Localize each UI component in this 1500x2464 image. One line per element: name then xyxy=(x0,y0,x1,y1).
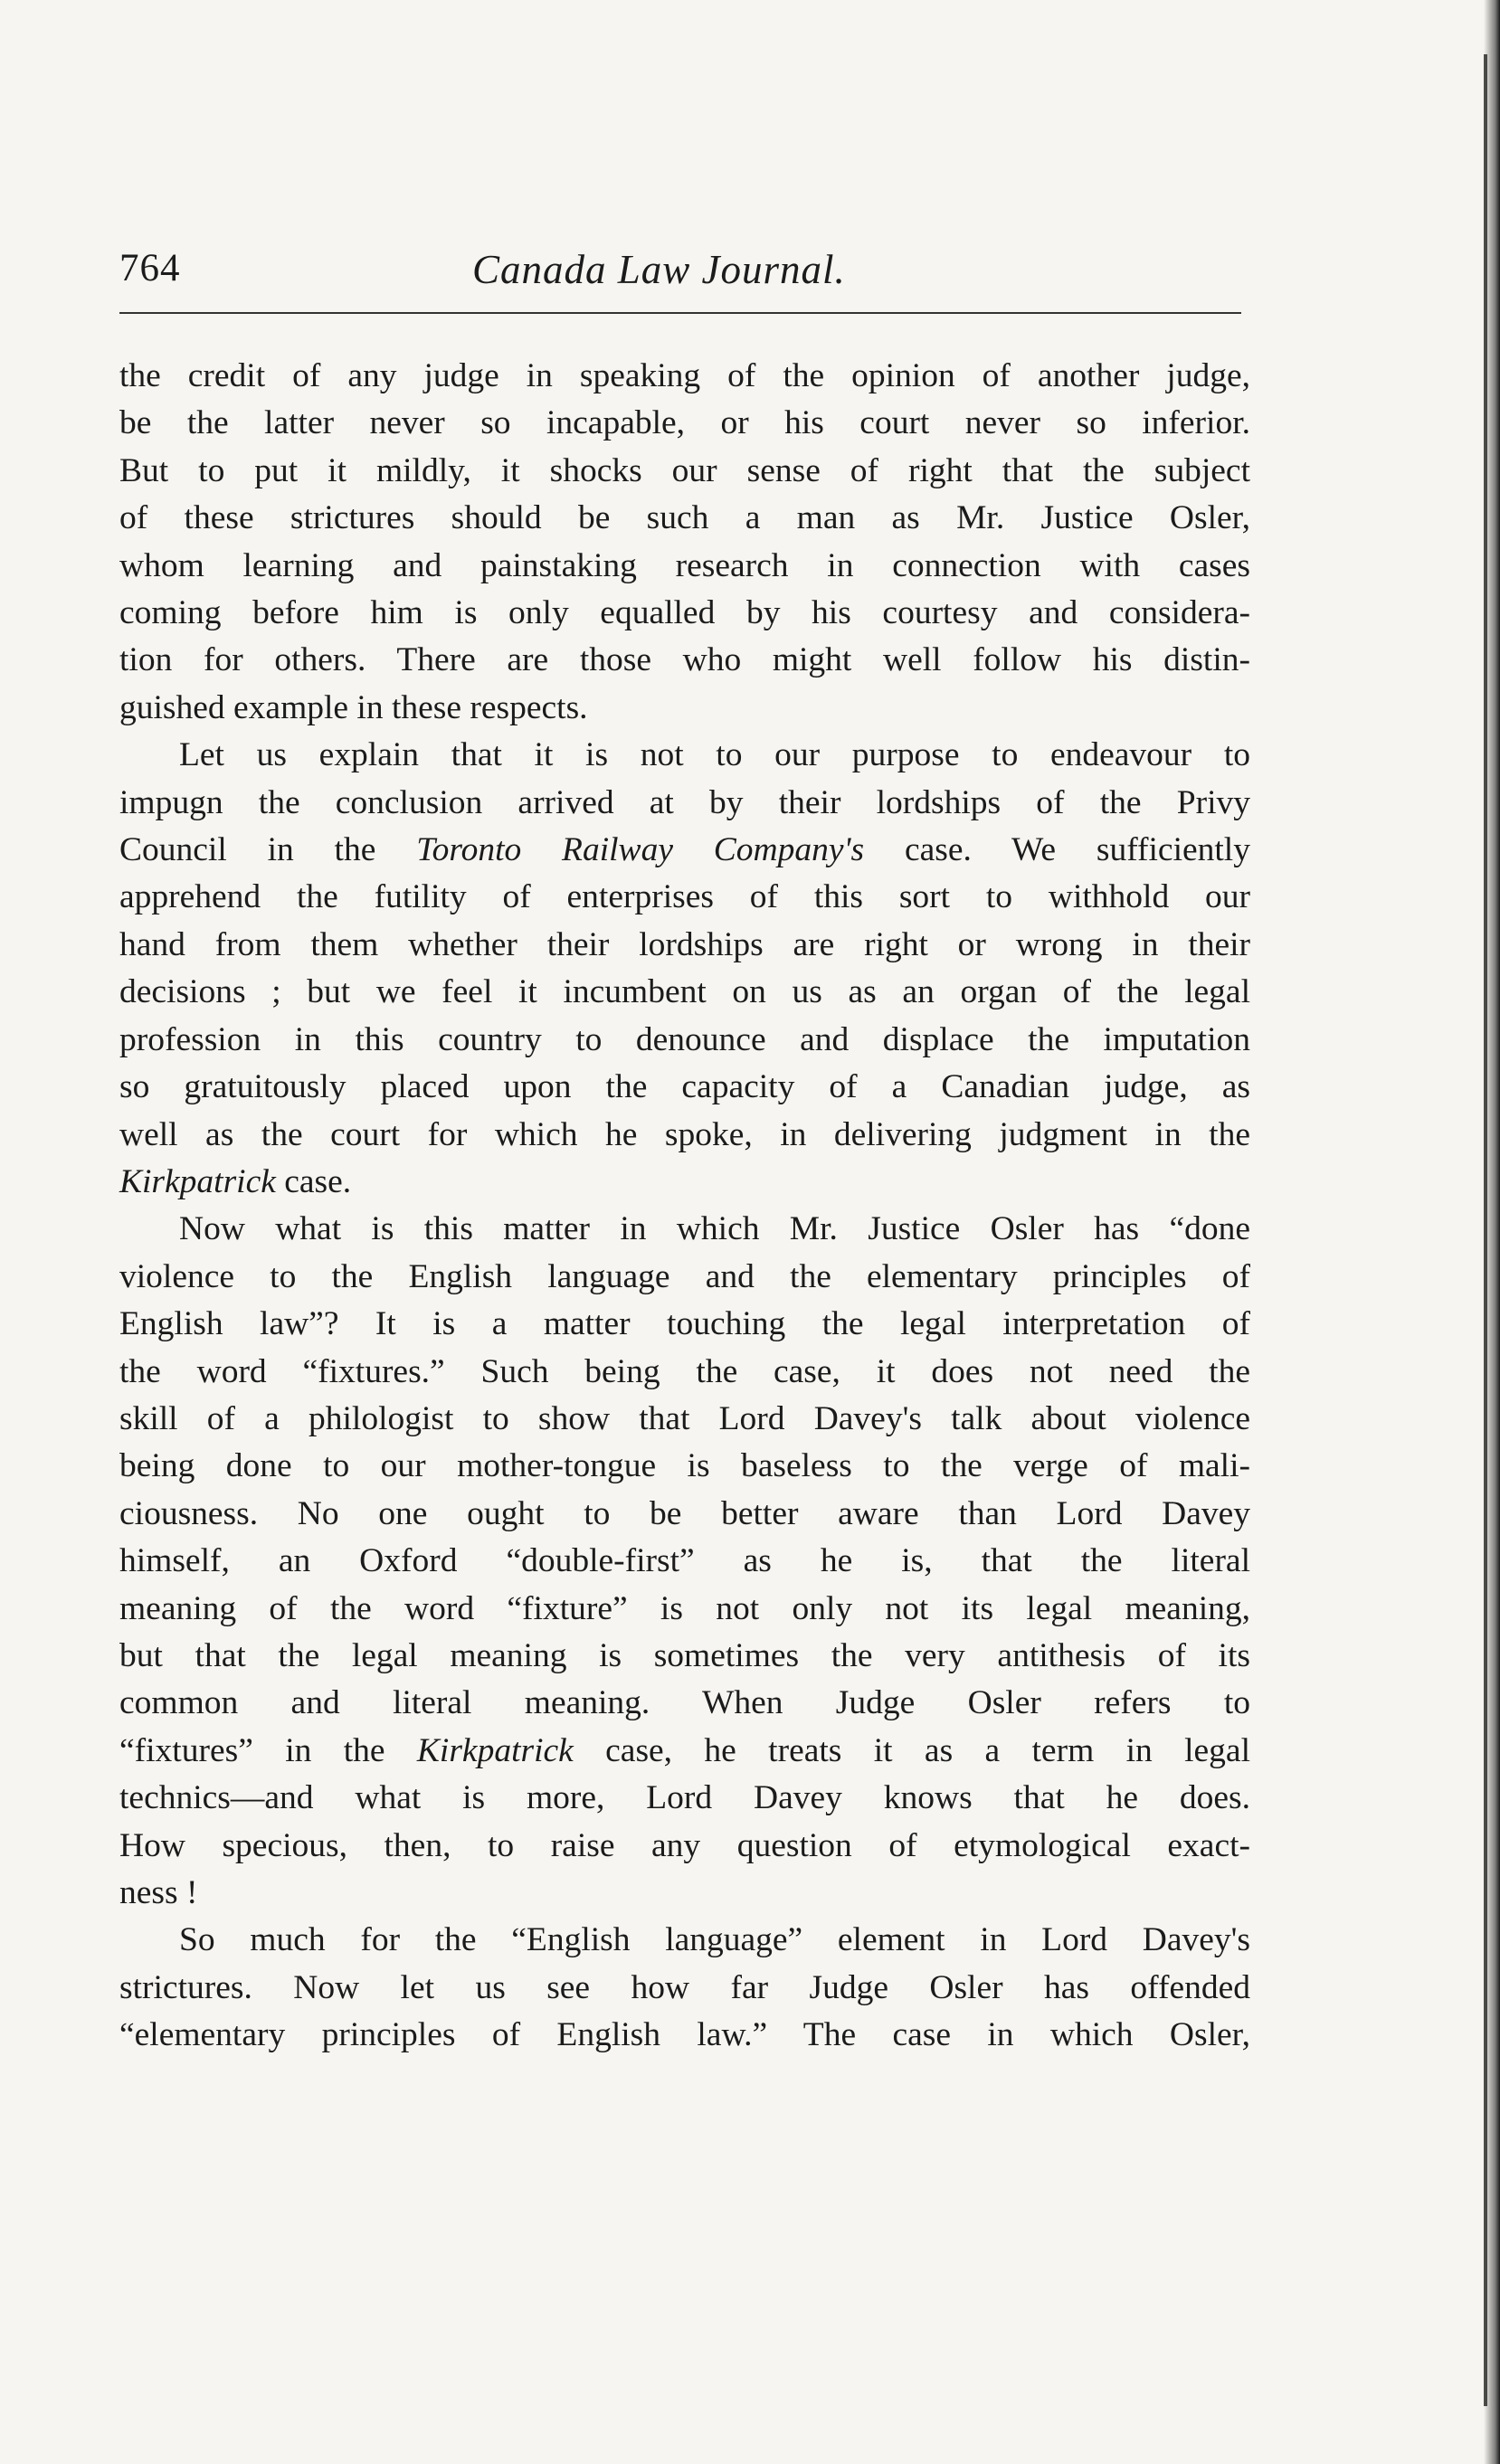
running-header xyxy=(119,246,1241,300)
page-number: 764 xyxy=(119,247,181,289)
text-line: skill of a philologist to show that Lord Davey's talk about violence xyxy=(119,1399,1250,1437)
text-line: himself, an Oxford “double-first” as he is, that the literal xyxy=(119,1542,1250,1580)
text-line: hand from them whether their lordships are right or wrong in their xyxy=(119,925,1250,963)
text-line: How specious, then, to raise any question of etymological exact- xyxy=(119,1826,1250,1864)
text-line: meaning of the word “fixture” is not only not its legal meaning, xyxy=(119,1589,1250,1627)
text-line: guished example in these respects. xyxy=(119,688,588,726)
text-line: English law”? It is a matter touching the legal interpretation of xyxy=(119,1305,1250,1343)
case-name-italic: Toronto Railway Company's xyxy=(416,831,865,869)
text-line: “elementary principles of English law.” The case in which Osler, xyxy=(119,2016,1250,2054)
text-line: “fixtures” in the Kirkpatrick case, he treats it as a term in legal xyxy=(119,1731,1250,1769)
text-line: strictures. Now let us see how far Judge Osler has offended xyxy=(119,1968,1250,2006)
text-line: violence to the English language and the elementary principles of xyxy=(119,1257,1250,1295)
text-line: impugn the conclusion arrived at by their lordships of the Privy xyxy=(119,783,1250,821)
text-line: Let us explain that it is not to our purpose to endeavour to xyxy=(179,736,1250,774)
case-name-italic: Kirkpatrick xyxy=(119,1162,276,1200)
text-line: coming before him is only equalled by his courtesy and considera- xyxy=(119,594,1250,632)
text-line: decisions ; but we feel it incumbent on us as an organ of the legal xyxy=(119,973,1250,1011)
text-line: but that the legal meaning is sometimes the very antithesis of its xyxy=(119,1636,1250,1674)
text-line: be the latter never so incapable, or his court never so inferior. xyxy=(119,404,1250,442)
body-text xyxy=(119,353,1250,2060)
text-line: apprehend the futility of enterprises of this sort to withhold our xyxy=(119,878,1250,916)
text-line: whom learning and painstaking research in connection with cases xyxy=(119,546,1250,584)
text-line: the word “fixtures.” Such being the case, it does not need the xyxy=(119,1352,1250,1390)
text-line: ciousness. No one ought to be better aware than Lord Davey xyxy=(119,1494,1250,1532)
text-line: But to put it mildly, it shocks our sense of right that the subject xyxy=(119,451,1250,489)
text-line: the credit of any judge in speaking of the opinion of another judge, xyxy=(119,357,1250,394)
text-line: profession in this country to denounce and displace the imputation xyxy=(119,1020,1250,1058)
case-name-italic: Kirkpatrick xyxy=(416,1731,574,1769)
text-line: being done to our mother-tongue is baseless to the verge of mali- xyxy=(119,1447,1250,1485)
text-line: so gratuitously placed upon the capacity of a Canadian judge, as xyxy=(119,1068,1250,1106)
text-line: ness ! xyxy=(119,1874,198,1911)
text-line: technics—and what is more, Lord Davey knows that he does. xyxy=(119,1779,1250,1817)
page-edge-line xyxy=(1484,54,1487,2406)
text-line: Council in the Toronto Railway Company's case. We sufficiently xyxy=(119,831,1250,869)
text-line: of these strictures should be such a man as Mr. Justice Osler, xyxy=(119,499,1250,537)
text-line: Now what is this matter in which Mr. Justice Osler has “done xyxy=(179,1210,1250,1248)
text-line: So much for the “English language” element in Lord Davey's xyxy=(179,1921,1250,1959)
text-line: common and literal meaning. When Judge Osler refers to xyxy=(119,1684,1250,1722)
text-line: well as the court for which he spoke, in delivering judgment in the xyxy=(119,1115,1250,1153)
journal-title: Canada Law Journal. xyxy=(472,247,846,292)
text-line: Kirkpatrick case. xyxy=(119,1162,352,1200)
text-line: tion for others. There are those who might well follow his distin- xyxy=(119,641,1250,679)
header-rule xyxy=(119,312,1241,314)
